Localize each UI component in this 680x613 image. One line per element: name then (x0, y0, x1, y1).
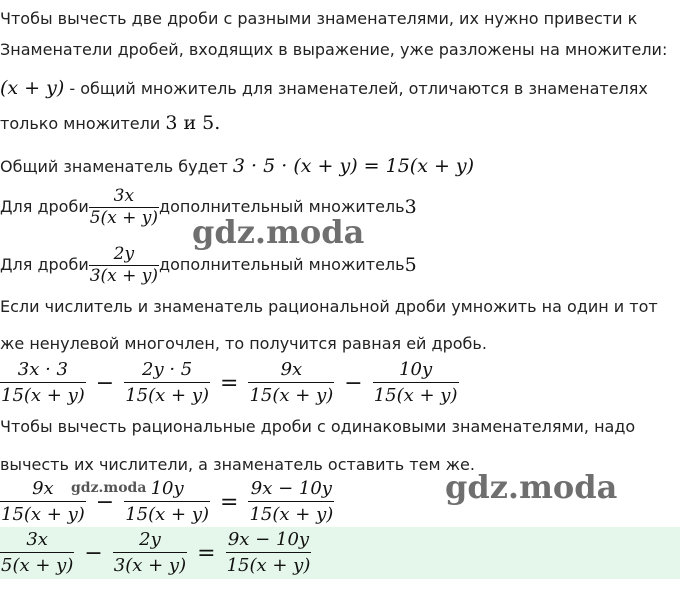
fraction2-prefix: Для дроби (0, 255, 89, 274)
final-f3-numerator: 9x − 10y (226, 528, 312, 553)
eq1-fraction1 (0, 358, 86, 409)
eq1-fraction2 (124, 358, 210, 409)
fraction1-factor: 3 (404, 196, 417, 218)
paragraph-line: Чтобы вычесть две дроби с разными знаменателями, их нужно привести к (0, 9, 638, 28)
eq2-f1-numerator: 9x (0, 477, 86, 502)
eq2-f2-denominator: 15(x + y) (125, 503, 210, 525)
eq1-f4-denominator: 15(x + y) (373, 384, 458, 406)
final-f2-numerator: 2y (113, 528, 187, 553)
minus-sign: − (95, 370, 115, 396)
common-denominator-text: Общий знаменатель будет (0, 157, 233, 176)
eq2-f1-denominator: 15(x + y) (1, 503, 85, 525)
paragraph-line (0, 111, 220, 136)
final-fraction1 (0, 528, 74, 579)
final-f1-denominator: 5(x + y) (1, 554, 74, 576)
minus-sign: − (344, 370, 363, 396)
final-equation (0, 525, 311, 581)
minus-sign: − (84, 540, 103, 566)
eq1-fraction3 (248, 358, 334, 409)
eq2-f3-denominator: 15(x + y) (249, 503, 334, 525)
paragraph-text: - общий множитель для знаменателей, отличаются в знаменателях (64, 79, 648, 98)
eq1-f2-denominator: 15(x + y) (125, 384, 210, 406)
common-denominator-math: 3 · 5 · (x + y) = 15(x + y) (232, 155, 475, 177)
final-f2-denominator: 3(x + y) (113, 554, 187, 576)
rule2-line1: Чтобы вычесть рациональные дроби с одинаковыми знаменателями, надо (0, 417, 636, 436)
fraction2-denominator: 3(x + y) (89, 265, 159, 286)
eq2-f2-numerator: 10y (124, 477, 210, 502)
equation2 (0, 475, 334, 529)
fraction1-denominator: 5(x + y) (89, 207, 159, 228)
eq2-f3-numerator: 9x − 10y (248, 477, 334, 502)
paragraph-text: только множители (0, 114, 166, 133)
eq1-f2-numerator: 2y · 5 (124, 358, 210, 383)
common-denominator-line (0, 154, 474, 179)
final-fraction3 (226, 528, 312, 579)
paragraph-line: Знаменатели дробей, входящих в выражение, уже разложены на множители: (0, 40, 668, 59)
fraction1-numerator: 3x (89, 186, 159, 208)
paragraph-line (0, 76, 648, 101)
equals-sign: = (220, 370, 239, 396)
fraction2-suffix: дополнительный множитель (159, 255, 405, 274)
eq2-fraction3 (248, 477, 334, 528)
eq1-f3-denominator: 15(x + y) (249, 384, 334, 406)
watermark-logo: gdz.moda (445, 468, 618, 506)
minus-sign: − (95, 489, 115, 515)
common-factor-math: (x + y) (0, 77, 65, 99)
eq1-f1-denominator: 15(x + y) (1, 384, 85, 406)
final-fraction2 (113, 528, 187, 579)
fraction1-prefix: Для дроби (0, 197, 89, 216)
final-f1-numerator: 3x (0, 528, 74, 553)
fraction2 (89, 244, 159, 287)
fraction2-factor: 5 (404, 254, 417, 276)
watermark-logo: gdz.moda (192, 213, 365, 251)
final-f3-denominator: 15(x + y) (226, 554, 311, 576)
equals-sign: = (197, 540, 216, 566)
eq1-f4-numerator: 10y (373, 358, 459, 383)
watermark-logo: gdz.moda (71, 480, 147, 496)
rule2-line2: вычесть их числители, а знаменатель оставить тем же. (0, 455, 475, 474)
rule1-line1: Если числитель и знаменатель рациональной дроби умножить на один и тот (0, 297, 658, 316)
fraction2-numerator: 2y (89, 244, 159, 266)
eq1-f1-numerator: 3x · 3 (0, 358, 86, 383)
fraction1-suffix: дополнительный множитель (159, 197, 405, 216)
eq1-f3-numerator: 9x (248, 358, 334, 383)
equation1 (0, 356, 459, 410)
fraction1 (89, 186, 159, 229)
rule1-line2: же ненулевой многочлен, то получится равная ей дробь. (0, 334, 487, 353)
equals-sign: = (220, 489, 239, 515)
factors-math: 3 и 5. (165, 112, 221, 134)
eq1-fraction4 (373, 358, 459, 409)
